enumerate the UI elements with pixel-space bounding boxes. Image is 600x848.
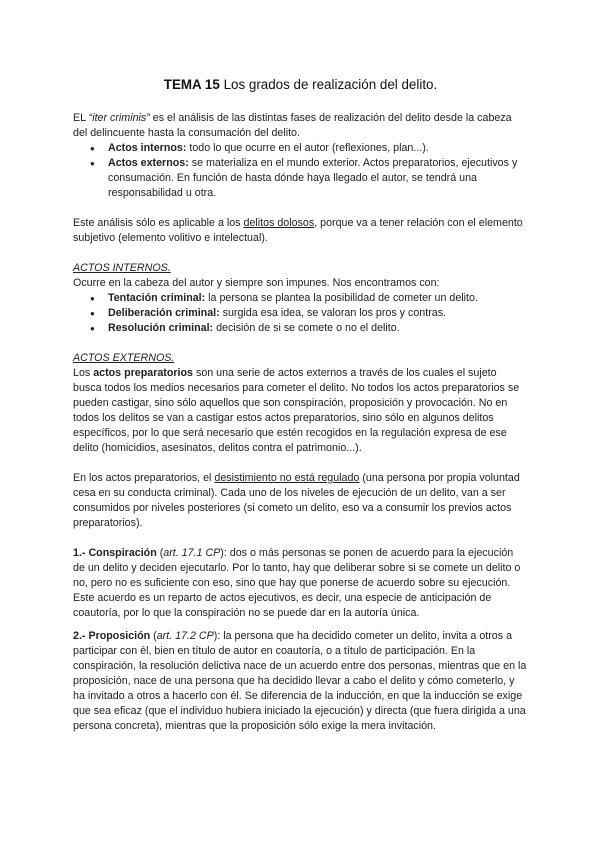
bullet-label: Deliberación criminal: bbox=[108, 307, 220, 319]
spacer bbox=[73, 201, 528, 216]
paragraph-text-2: , porque va a tener relación con el elemento subjetivo (elemento volitivo e intelectual). bbox=[73, 217, 523, 244]
intro-text-2: es el análisis de las distintas fases de realización del delito desde la cabeza del delincuente hasta la consumación del delito. bbox=[73, 112, 512, 139]
spacer bbox=[73, 246, 528, 261]
dolosos-paragraph bbox=[73, 216, 528, 246]
conspiracion-article-ref: art. 17.1 CP bbox=[163, 547, 221, 559]
ref-close: ) bbox=[220, 547, 224, 559]
spacer bbox=[73, 336, 528, 351]
spacer bbox=[73, 531, 528, 546]
conspiracion-paragraph bbox=[73, 546, 528, 621]
actos-preparatorios-bold: actos preparatorios bbox=[93, 367, 193, 379]
internos-heading: ACTOS INTERNOS. bbox=[73, 262, 171, 274]
internos-text: Ocurre en la cabeza del autor y siempre son impunes. Nos encontramos con: bbox=[73, 277, 440, 289]
bullet-text: se materializa en el mundo exterior. Actos preparatorios, ejecutivos y consumación. En función de hasta dónde haya llegado el autor, se tendrá una responsabilidad u otra. bbox=[108, 157, 518, 199]
list-item bbox=[108, 291, 528, 306]
page-title bbox=[73, 76, 528, 93]
title-text: Los grados de realización del delito. bbox=[223, 77, 438, 92]
desistimiento-underlined: desistimiento no está regulado bbox=[214, 472, 360, 484]
bullet-label: Tentación criminal: bbox=[108, 292, 206, 304]
spacer bbox=[73, 621, 528, 629]
spacer bbox=[73, 456, 528, 471]
ref-open: ( bbox=[150, 630, 157, 642]
externos-paragraph-2 bbox=[73, 471, 528, 531]
paragraph-text-2: son una serie de actos externos a través de los cuales el sujeto busca todos los medios necesarios para cometer el delito. No todos los actos preparatorios se pueden castigar, sino sólo aquellos que son conspiración, proposición y provocación. No en todos los delitos se van a castigar estos actos preparatorios, sino sólo en algunos delitos específicos, por lo que será necesario que estén recogidos en la regulación expresa de ese delito (homicidios, asesinatos, delitos contra el patrimonio...). bbox=[73, 367, 520, 454]
title-tema: TEMA 15 bbox=[163, 77, 220, 92]
intro-text: EL bbox=[73, 112, 89, 124]
paragraph-text: Los bbox=[73, 367, 94, 379]
intro-bullet-list bbox=[73, 141, 528, 201]
bullet-text: decisión de si se comete o no el delito. bbox=[213, 322, 400, 334]
list-item bbox=[108, 156, 528, 201]
ref-close: ) bbox=[213, 630, 218, 642]
list-item bbox=[108, 306, 528, 321]
proposicion-label: 2.- Proposición bbox=[73, 630, 151, 642]
bullet-text: surgida esa idea, se valoran los pros y contras. bbox=[219, 307, 447, 319]
ref-open: ( bbox=[156, 547, 164, 559]
paragraph-text-2: (una persona por propia voluntad cesa en su conducta criminal). Cada uno de los niveles de ejecución de un delito, van a ser consumidos por niveles posteriores (si cometo un delito, eso va a consumir los previos actos preparatorios). bbox=[73, 472, 520, 529]
iter-criminis-term: “iter criminis” bbox=[88, 112, 150, 124]
bullet-label: Actos externos: bbox=[108, 157, 189, 169]
externos-paragraph-1 bbox=[73, 366, 528, 456]
proposicion-article-ref: art. 17.2 CP bbox=[156, 630, 214, 642]
paragraph-text: En los actos preparatorios, el bbox=[73, 472, 215, 484]
bullet-text: todo lo que ocurre en el autor (reflexiones, plan...). bbox=[186, 142, 429, 154]
bullet-label: Resolución criminal: bbox=[108, 322, 214, 334]
list-item bbox=[108, 141, 528, 156]
proposicion-paragraph bbox=[73, 629, 528, 734]
internos-bullet-list bbox=[73, 291, 528, 336]
bullet-label: Actos internos: bbox=[108, 142, 187, 154]
list-item bbox=[108, 321, 528, 336]
intro-paragraph bbox=[73, 111, 528, 141]
proposicion-text: : la persona que ha decidido cometer un delito, invita a otros a participar con él, bien en título de autor en coautoría, o a título de participación. En la conspiración, la resolución delictiva nace de un acuerdo entre dos personas, mientras que en la proposición, nace de una persona que ha decidido llevar a cabo el delito y cómo cometerlo, y ha invitado a otros a hacerlo con él. Se diferencia de la inducción, en que la inducción se exige que sea eficaz (que el individuo hubiera iniciado la ejecución) y directa (que fuera dirigida a una persona concreta), mientras que la proposición sólo exige la mera invitación. bbox=[73, 630, 527, 732]
bullet-text: la persona se plantea la posibilidad de cometer un delito. bbox=[205, 292, 478, 304]
externos-heading: ACTOS EXTERNOS. bbox=[73, 352, 175, 364]
paragraph-text: Este análisis sólo es aplicable a los bbox=[73, 217, 244, 229]
conspiracion-label: 1.- Conspiración bbox=[73, 547, 157, 559]
conspiracion-text: : dos o más personas se ponen de acuerdo para la ejecución de un delito y deciden ejecutarlo. Por lo tanto, hay que deliberar sobre si se comete un delito o no, pero no es suficiente con eso, sino que hay que ponerse de acuerdo sobre su ejecución. Este acuerdo es un reparto de actos ejecutivos, es decir, una especie de anticipación de coautoría, por lo que la conspiración no se puede dar en la autoría única. bbox=[73, 547, 521, 619]
delitos-dolosos-underlined: delitos dolosos bbox=[243, 217, 315, 229]
